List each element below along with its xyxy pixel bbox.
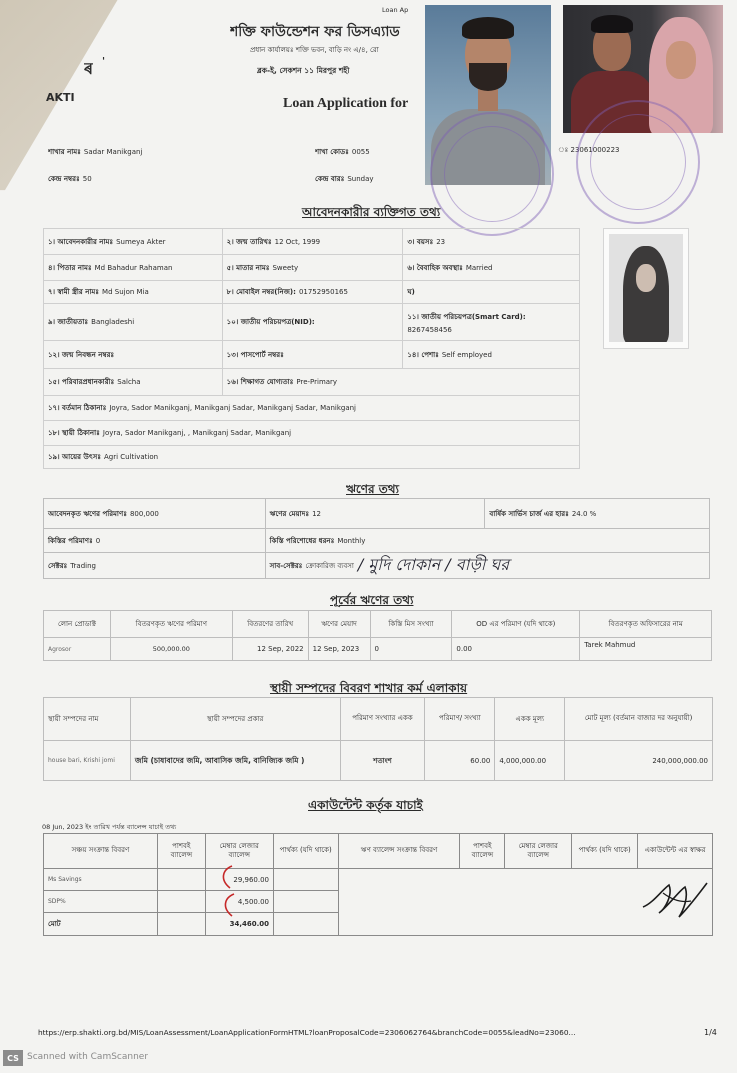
center-day-label: কেন্দ্র বারঃ (315, 175, 345, 183)
column-header: OD এর পরিমাণ (যদি থাকে) (452, 611, 580, 637)
field-label: ৯। জাতীয়তাঃ (48, 318, 89, 326)
branch-code (315, 146, 423, 158)
loan-duration-cell (266, 499, 486, 528)
table-cell (274, 891, 339, 912)
table-cell: 34,460.00 (206, 913, 274, 935)
mobile-number-cell (223, 281, 404, 303)
column-header: মোট মূল্য (বর্তমান বাজার দর অনুযায়ী) (565, 698, 713, 740)
personal-info-title: আবেদনকারীর ব্যক্তিগত তথ্য (302, 205, 441, 219)
seal-stamp (576, 100, 700, 224)
table-cell: 12 Sep, 2023 (309, 638, 371, 660)
center-number-value: 50 (82, 175, 92, 183)
passport-cell (223, 341, 404, 368)
extra-field-cell (403, 281, 580, 303)
column-header: লোন প্রোডাক্ট (44, 611, 111, 637)
table-cell (158, 913, 206, 935)
verification-table (43, 833, 713, 936)
field-label: ১১। জাতীয় পরিচয়পত্র(Smart Card): (407, 312, 526, 321)
table-row (44, 741, 713, 781)
table-row (44, 229, 580, 255)
field-label: বার্ষিক সার্ভিস চার্জ এর হারঃ (489, 509, 569, 518)
birth-date-cell (223, 229, 404, 254)
table-cell: মোট (44, 913, 158, 935)
logo-text: AKTI (46, 91, 75, 104)
center-number (48, 173, 288, 185)
column-header: বিতরণকৃত ঋণের পরিমাণ (111, 611, 233, 637)
field-value: Trading (70, 561, 96, 570)
loan-balance-block (339, 869, 713, 936)
field-label: ১৩। পাসপোর্ট নম্বরঃ (226, 350, 284, 359)
nid-cell (223, 304, 404, 340)
income-source-cell (44, 446, 580, 468)
column-header: পাশবই ব্যালেন্স (158, 834, 206, 868)
center-day-value: Sunday (347, 175, 374, 183)
smart-card-cell (403, 304, 580, 340)
table-cell: 4,000,000.00 (495, 741, 565, 780)
table-header-row (44, 611, 712, 638)
table-row (44, 446, 580, 469)
table-cell: জমি (চাষাবাদের জমি, আবাসিক জমি, বানিজ্যিক জমি ) (131, 741, 341, 780)
fixed-assets-table (43, 697, 713, 781)
field-value: Sumeya Akter (116, 237, 166, 246)
table-cell: 0.00 (452, 638, 580, 660)
column-header: মেম্বার লেজার ব্যালেন্স (206, 834, 274, 868)
field-value: ক্রোকারিজ ব্যবসা (305, 561, 354, 570)
field-label: ১০। জাতীয় পরিচয়পত্র(NID): (226, 318, 315, 326)
field-value: Sweety (272, 263, 299, 272)
column-header: মেম্বার লেজার ব্যালেন্স (505, 834, 572, 868)
field-label: ৭। স্বামী স্ত্রীর নামঃ (48, 288, 100, 296)
applicant-name-cell (44, 229, 223, 254)
fixed-assets-title: স্থায়ী সম্পদের বিবরণ শাখার কর্ম এলাকায় (270, 681, 468, 695)
field-label: ৫। মাতার নামঃ (226, 263, 270, 272)
installment-amount-cell (44, 529, 266, 552)
table-row (44, 369, 580, 396)
table-header-row (44, 698, 713, 741)
loan-ap-label: Loan Ap (382, 6, 409, 14)
table-cell: house bari, Krishi jomi (44, 741, 131, 780)
field-label: ১২। জন্ম নিবন্ধন নম্বরঃ (48, 350, 115, 359)
mother-name-cell (223, 255, 404, 280)
logo-mark: ৰ (84, 59, 94, 78)
table-cell: শতাংশ (341, 741, 426, 780)
table-cell: 12 Sep, 2022 (233, 638, 309, 660)
table-cell (274, 869, 339, 890)
field-value: 0 (95, 536, 101, 545)
camscanner-logo: CS (3, 1050, 23, 1066)
field-label: ৬। বৈবাহিক অবস্থাঃ (407, 263, 463, 272)
column-header: ঋণের মেয়াদ (309, 611, 371, 637)
red-check-marks (212, 862, 252, 920)
present-address-cell (44, 396, 580, 420)
field-label: ১৯। আয়ের উৎসঃ (48, 453, 101, 461)
address-line: ব্লক-ই, সেকশন ১১ মিরপুর শহী (257, 66, 350, 75)
previous-loans-table (43, 610, 712, 661)
field-value: Bangladeshi (91, 318, 135, 326)
household-head-cell (44, 369, 223, 395)
page-number: 1/4 (704, 1028, 717, 1037)
field-value: Salcha (117, 378, 141, 386)
spouse-name-cell (44, 281, 223, 303)
accountant-signature (639, 873, 711, 923)
column-header: পার্থক্য (যদি থাকে) (274, 834, 339, 868)
field-value: Self employed (441, 350, 492, 359)
photo-beard (469, 63, 507, 91)
column-header: একক মূল্য (495, 698, 565, 740)
column-header: বিতরণের তারিখ (233, 611, 309, 637)
member-id: ঃ 23061000223 (558, 146, 620, 154)
savings-balance-block (44, 869, 339, 936)
table-cell: Ms Savings (44, 869, 158, 890)
column-header: ঋণ ব্যালেন্স সংক্রান্ত বিবরণ (339, 834, 461, 868)
personal-info-table (43, 228, 580, 469)
table-cell: 0 (371, 638, 453, 660)
center-day (315, 173, 423, 185)
field-value: Pre-Primary (296, 378, 338, 386)
loan-info-table (43, 498, 710, 579)
table-row (44, 553, 710, 579)
org-title: শক্তি ফাউন্ডেশন ফর ডিসএ্যাড (230, 24, 400, 40)
field-label: ৪। পিতার নামঃ (48, 263, 92, 272)
branch-name-label: শাখার নামঃ (48, 148, 81, 156)
permanent-address-cell (44, 421, 580, 445)
field-label: কিস্তির পরিমাণঃ (48, 536, 93, 545)
camscanner-text: Scanned with CamScanner (27, 1052, 149, 1062)
column-header: পরিমাণ সংখ্যার একক (341, 698, 426, 740)
field-value: Joyra, Sador Manikganj, Manikganj Sadar, Manikganj Sadar, Manikganj (109, 404, 356, 412)
column-header: পরিমাণ/ সংখ্যা (425, 698, 495, 740)
table-cell (158, 869, 206, 890)
center-number-label: কেন্দ্র নম্বরঃ (48, 175, 80, 183)
column-header: একাউন্টেন্ট এর স্বাক্ষর (638, 834, 713, 868)
field-label: ৩। বয়সঃ (407, 237, 434, 246)
column-header: স্থায়ী সম্পদের প্রকার (131, 698, 341, 740)
loan-info-title: ঋণের তথ্য (346, 482, 400, 496)
marital-status-cell (403, 255, 580, 280)
table-header-row (44, 834, 713, 869)
column-header: পাশবই ব্যালেন্স (460, 834, 505, 868)
nationality-cell (44, 304, 223, 340)
field-value: 12 (312, 509, 322, 518)
table-row (44, 304, 580, 341)
small-photo-frame (603, 228, 689, 349)
column-header: সঞ্চয় সংক্রান্ত বিবরণ (44, 834, 158, 868)
field-label: ১৭। বর্তমান ঠিকানাঃ (48, 404, 107, 412)
father-name-cell (44, 255, 223, 280)
field-label: ১৬। শিক্ষাগত যোগ্যতাঃ (226, 378, 294, 386)
branch-name-value: Sadar Manikganj (83, 148, 143, 156)
table-row (44, 255, 580, 281)
verification-date-line: 08 Jun, 2023 ইং তারিখ পর্যন্ত ব্যালেন্স যাচাই তথ্য (42, 823, 177, 831)
table-cell: Tarek Mahmud (580, 638, 712, 660)
applied-amount-cell (44, 499, 266, 528)
table-row (44, 529, 710, 553)
table-row (44, 396, 580, 421)
photo-hijab (623, 246, 669, 342)
applicant-small-photo (609, 234, 683, 342)
field-value: 8267458456 (407, 325, 452, 334)
table-row (44, 869, 339, 891)
table-cell: 29,960.00 (206, 869, 274, 890)
field-value: Joyra, Sador Manikganj, , Manikganj Sadar, Manikganj (102, 429, 292, 437)
table-cell (274, 913, 339, 935)
column-header: স্থায়ী সম্পদের নাম (44, 698, 131, 740)
table-cell: 4,500.00 (206, 891, 274, 912)
field-value: Monthly (337, 536, 366, 545)
logo-tick: ' (102, 56, 106, 67)
seal-stamp (430, 112, 554, 236)
field-value: Md Sujon Mia (102, 288, 149, 296)
field-label: ১৪। পেশাঃ (407, 350, 439, 359)
table-cell: 60.00 (425, 741, 495, 780)
column-header: পার্থক্য (যদি থাকে) (572, 834, 638, 868)
head-office-address: প্রধান কার্যালয়ঃ শক্তি ভবন, বাড়ি নং এ/৪, রো (250, 46, 379, 54)
table-row (44, 638, 712, 661)
field-label: সেক্টরঃ (48, 561, 68, 570)
table-cell: 500,000.00 (111, 638, 233, 660)
table-row (44, 281, 580, 304)
photo-woman-face (666, 41, 696, 79)
photo-hair (462, 17, 514, 39)
branch-code-label: শাখা কোডঃ (315, 148, 349, 156)
table-row (44, 421, 580, 446)
red-bracket (223, 866, 232, 888)
table-cell: 240,000,000.00 (565, 741, 713, 780)
field-label: ঋণের মেয়াদঃ (269, 509, 310, 518)
field-label: কিস্তি পরিশোধের ধরনঃ (269, 536, 335, 545)
column-header: কিস্তি মিস সংখ্যা (371, 611, 453, 637)
field-label: ঘ) (407, 288, 415, 296)
verification-title: একাউন্টেন্ট কর্তৃক যাচাই (308, 798, 423, 812)
field-label: ১৮। স্থায়ী ঠিকানাঃ (48, 429, 100, 437)
field-value: Married (465, 263, 493, 272)
table-row (44, 913, 339, 936)
field-value: 800,000 (129, 509, 159, 518)
field-value: 24.0 % (571, 509, 597, 518)
branch-code-value: 0055 (351, 148, 370, 156)
table-row (44, 499, 710, 529)
field-value: 12 Oct, 1999 (274, 237, 321, 246)
age-cell (403, 229, 580, 254)
field-label: সাব-সেক্টরঃ (269, 561, 303, 570)
branch-name (48, 146, 288, 158)
field-label: আবেদনকৃত ঋণের পরিমাণঃ (48, 509, 127, 518)
field-value: 23 (436, 237, 446, 246)
field-label: ৮। মোবাইল নম্বর(নিজ): (226, 288, 296, 296)
birth-registration-cell (44, 341, 223, 368)
field-label: ২। জন্ম তারিখঃ (226, 237, 272, 246)
table-row (44, 891, 339, 913)
verification-body (44, 869, 713, 936)
table-row (44, 341, 580, 369)
sub-sector-cell (266, 553, 710, 578)
table-cell (158, 891, 206, 912)
field-value: Md Bahadur Rahaman (94, 263, 173, 272)
field-label: ১। আবেদনকারীর নামঃ (48, 237, 114, 246)
previous-loans-title: পূর্বের ঋণের তথ্য (330, 593, 414, 607)
column-header: বিতরণকৃত অফিসারের নাম (580, 611, 712, 637)
form-title: Loan Application for (283, 96, 409, 111)
education-cell (223, 369, 580, 395)
photo-face (636, 264, 656, 292)
footer-url: https://erp.shakti.org.bd/MIS/LoanAssessment/LoanApplicationFormHTML?loanProposalCode=2306062764&branchCode=0055&leadNo=23060... (38, 1028, 576, 1037)
photo-man-hair (591, 15, 633, 33)
field-value: Agri Cultivation (103, 453, 159, 461)
table-cell: SDP% (44, 891, 158, 912)
sector-cell (44, 553, 266, 578)
field-value: 01752950165 (298, 288, 348, 296)
handwritten-note: / মুদি দোকান / বাড়ী ঘর (357, 555, 510, 574)
service-charge-cell (485, 499, 710, 528)
red-bracket (225, 894, 234, 916)
table-cell: Agrosor (44, 638, 111, 660)
field-label: ১৫। পরিবারপ্রধানকারীঃ (48, 378, 115, 386)
occupation-cell (403, 341, 580, 368)
repayment-type-cell (266, 529, 710, 552)
